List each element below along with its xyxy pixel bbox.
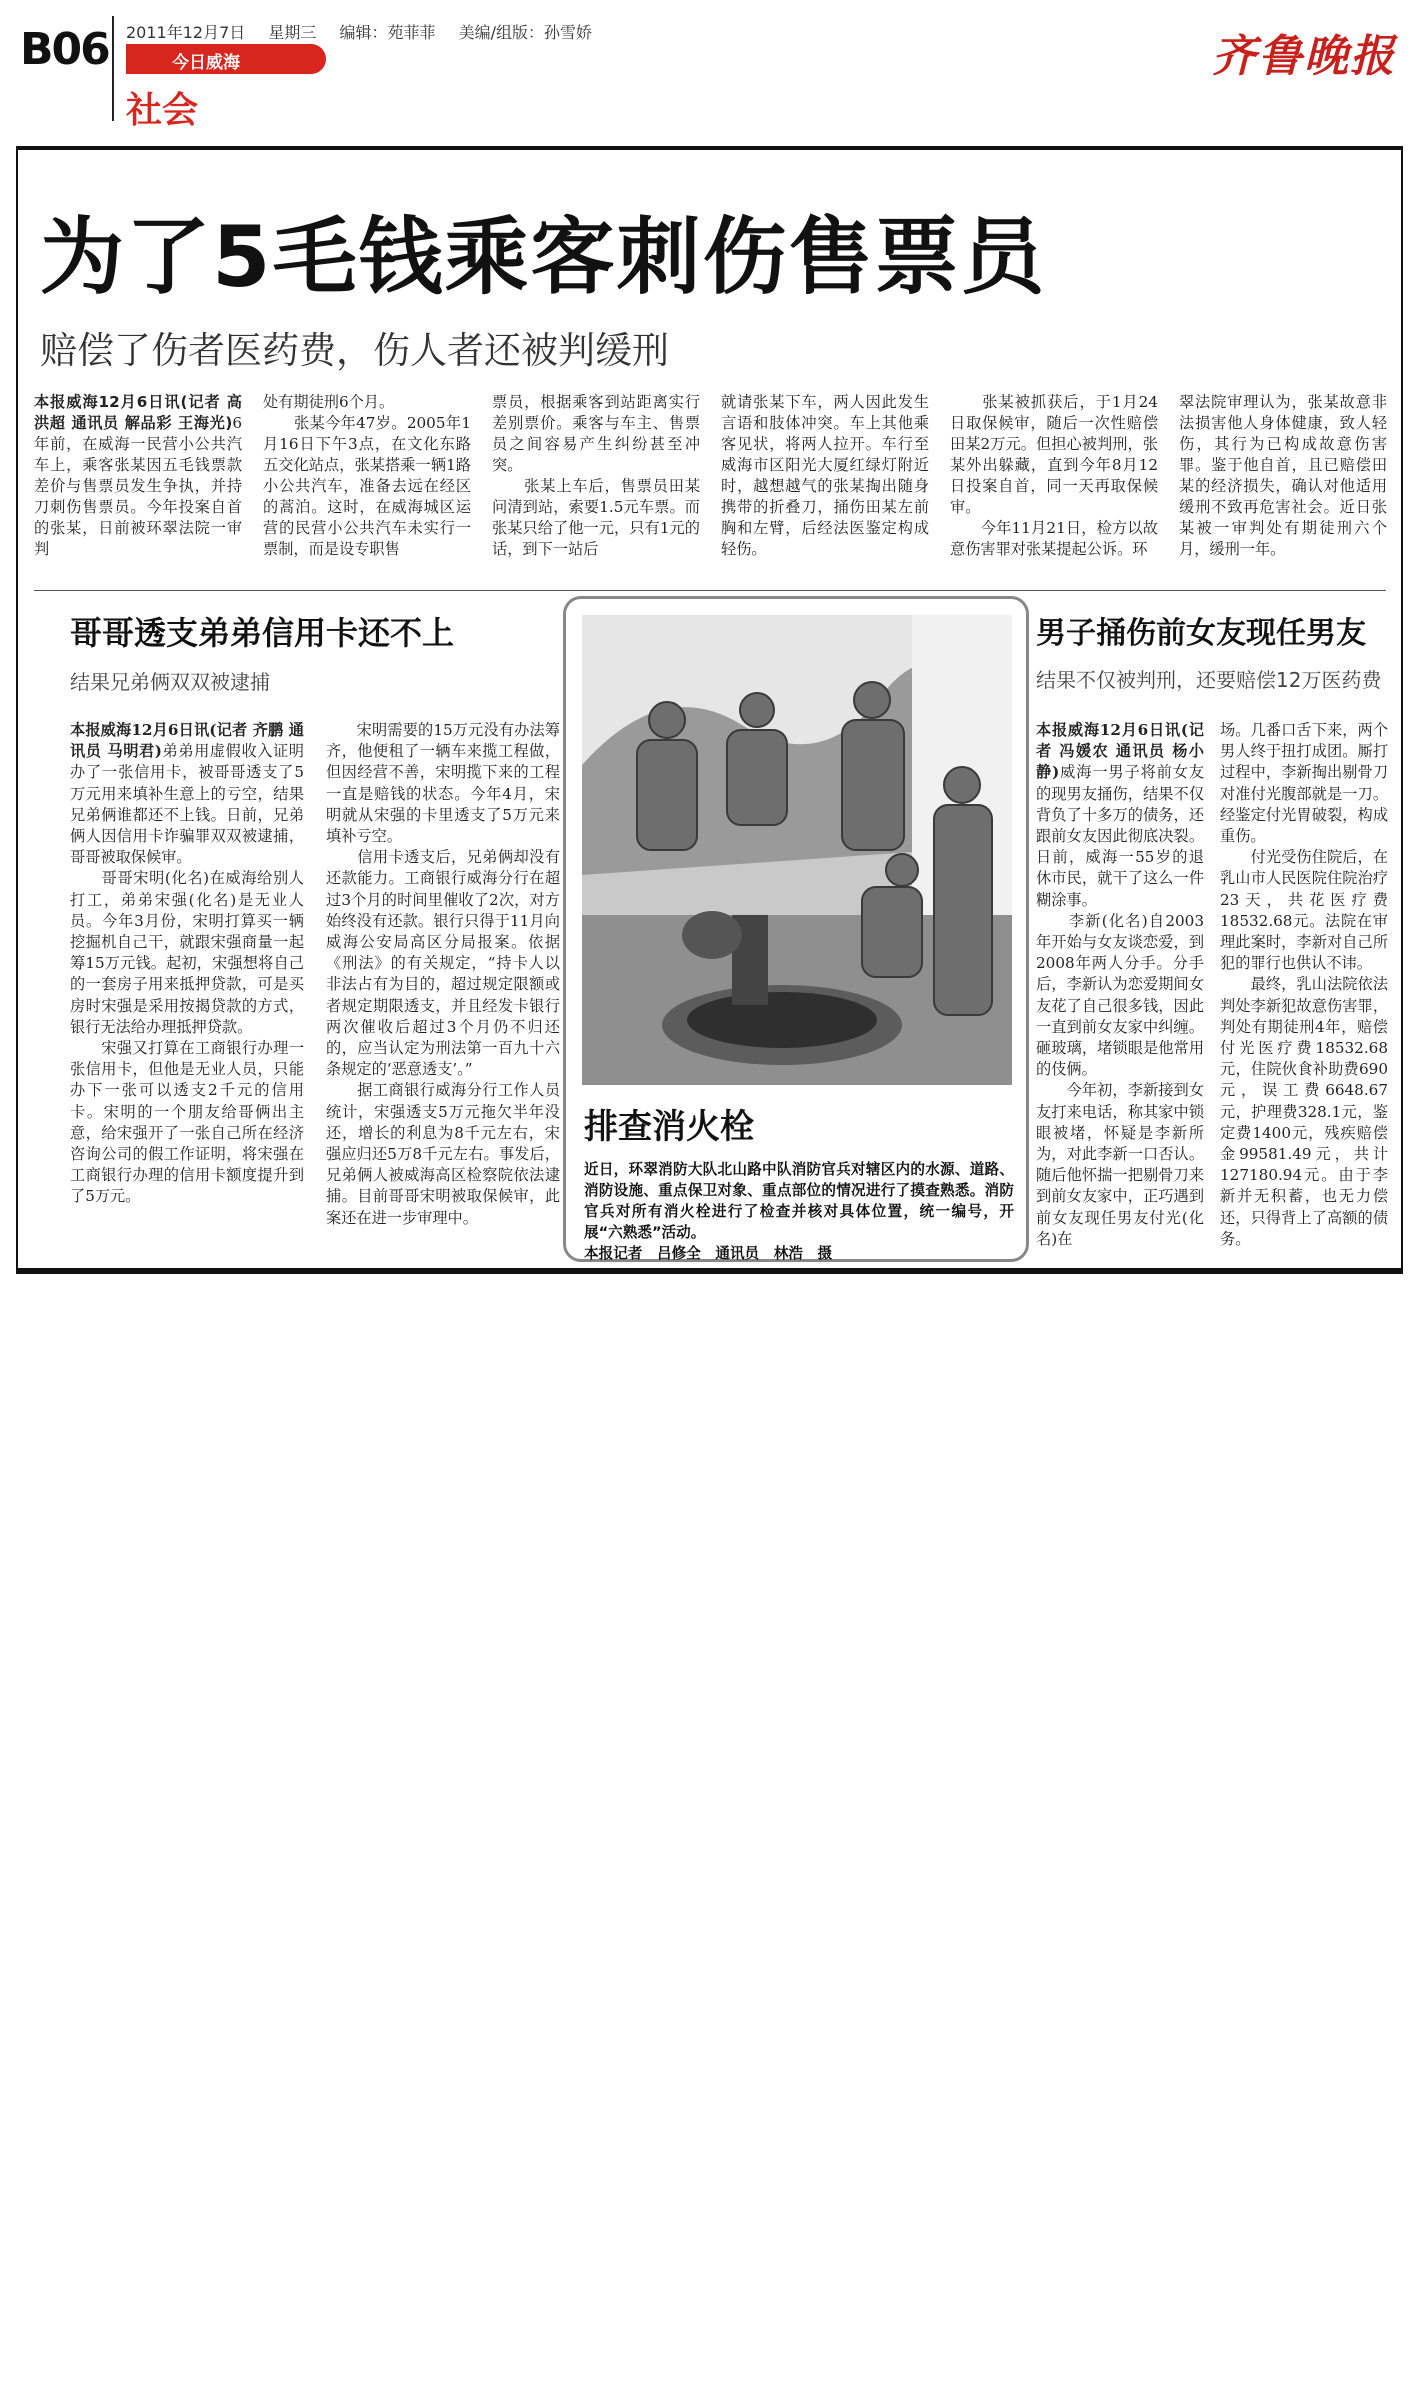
- issue-date: 2011年12月7日: [126, 23, 246, 42]
- left-story-column-2: 宋明需要的15万元没有办法筹齐，他便租了一辆车来揽工程做，但因经营不善，宋明揽下来的工程一直是赔钱的状态。今年4月，宋明就从宋强的卡里透支了5万元来填补亏空。 信用卡透支后，兄弟俩却没有还款能力。工商银行威海分行在超过3个月的时间里催收了2次，对方始终没有还款。银行只得于11月向威海公安局高区分局报案。依据《刑法》的有关规定，“持卡人以非法占有为目的，超过规定限额或者规定期限透支，并且经发卡银行两次催收后超过3个月仍不归还的，应当认定为刑法第一百九十六条规定的‘恶意透支’。” 据工商银行威海分行工作人员统计，宋强透支5万元拖欠半年没还，增长的利息为8千元左右，宋强应归还5万8千元左右。事发后，兄弟俩人被威海高区检察院依法逮捕。目前哥哥宋明被取保候审，此案还在进一步审理中。: [326, 721, 560, 1227]
- lead-byline: 本报威海12月6日讯(记者 高洪超 通讯员 解品彩 王海光): [34, 393, 242, 432]
- lead-story-body: [34, 392, 1386, 582]
- masthead-divider: [112, 16, 114, 121]
- page-masthead: [14, 10, 1404, 130]
- left-story-headline: 哥哥透支弟弟信用卡还不上: [70, 614, 455, 652]
- lead-headline: 为了5毛钱乘客刺伤售票员: [40, 208, 1047, 306]
- firefighters-photo-illustration: [582, 615, 1012, 1085]
- right-story-headline: 男子捅伤前女友现任男友: [1036, 616, 1366, 651]
- right-story-column-2: 场。几番口舌下来，两个男人终于扭打成团。厮打过程中，李新掏出剔骨刀对准付光腹部就是一刀。经鉴定付光胃破裂，构成重伤。 付光受伤住院后，在乳山市人民医院住院治疗23天，共花医疗费18532.68元。法院在审理此案时，李新对自己所犯的罪行也供认不讳。 最终，乳山法院依法判处李新犯故意伤害罪，判处有期徒刑4年，赔偿付光医疗费18532.68元，住院伙食补助费690元，误工费6648.67元，护理费328.1元，鉴定费1400元，残疾赔偿金99581.49元，共计127180.94元。由于李新并无积蓄，也无力偿还，只得背上了高额的债务。: [1220, 721, 1388, 1248]
- photo-feature-box: [563, 596, 1029, 1262]
- left-story-subheadline: 结果兄弟俩双双被逮捕: [70, 670, 270, 694]
- right-story-text-1: 威海一男子将前女友的现男友捅伤，结果不仅背负了十多万的债务，还跟前女友因此彻底决裂。日前，威海一55岁的退休市民，就干了这么一件糊涂事。 李新(化名)自2003年开始与女友谈恋爱，到2008年两人分手。分手后，李新认为恋爱期间女友花了自己很多钱，因此一直到前女友家中纠缠。砸玻璃，堵锁眼是他常用的伎俩。 今年初，李新接到女友打来电话，称其家中锁眼被堵，怀疑是李新所为，对此李新一口否认。随后他怀揣一把剔骨刀来到前女友家中，正巧遇到前女友现任男友付光(化名)在: [1036, 763, 1205, 1248]
- section-divider: [34, 590, 1386, 591]
- section-badge: 今日威海: [126, 44, 326, 74]
- lead-column-5: 张某被抓获后，于1月24日取保候审，随后一次性赔偿田某2万元。但担心被判刑，张某外出躲藏，直到今年8月12日投案自首，同一天再取保候审。 今年11月21日，检方以故意伤害罪对张某提起公诉。环: [950, 393, 1158, 558]
- left-story-column-1: [70, 720, 304, 1208]
- lead-column-text: 6年前，在威海一民营小公共汽车上，乘客张某因五毛钱票款差价与售票员发生争执，并持刀刺伤售票员。今年投案自首的张某，日前被环翠法院一审判: [34, 414, 242, 558]
- left-story: [70, 608, 562, 1408]
- designer-credit: 美编/组版：孙雪娇: [458, 23, 592, 42]
- lead-column-3: 票员，根据乘客到站距离实行差别票价。乘客与车主、售票员之间容易产生纠纷甚至冲突。 张某上车后，售票员田某问清到站，索要1.5元车票。而张某只给了他一元，只有1元的话，到下一站后: [492, 393, 700, 558]
- lead-column-1: [34, 392, 242, 582]
- issue-weekday: 星期三: [268, 23, 317, 42]
- lead-column-6: 翠法院审理认为，张某故意非法损害他人身体健康，致人轻伤，其行为已构成故意伤害罪。鉴于他自首，且已赔偿田某的经济损失，确认对他适用缓刑不致再危害社会。近日张某被一审判处有期徒刑六个月，缓刑一年。: [1179, 393, 1387, 558]
- lead-column-4: 就请张某下车，两人因此发生言语和肢体冲突。车上其他乘客见状，将两人拉开。车行至威海市区阳光大厦红绿灯附近时，越想越气的张某掏出随身携带的折叠刀，捅伤田某左前胸和左臂，后经法医鉴定构成轻伤。: [721, 393, 929, 558]
- right-story-subheadline: 结果不仅被判刑，还要赔偿12万医药费: [1036, 668, 1382, 692]
- issue-meta: [126, 20, 610, 43]
- newspaper-logo: 齐鲁晚报: [1212, 31, 1396, 82]
- photo-credit: 本报记者 吕修全 通讯员 林浩 摄: [584, 1245, 833, 1262]
- photo-caption-text: 近日，环翠消防大队北山路中队消防官兵对辖区内的水源、道路、消防设施、重点保卫对象、重点部位的情况进行了摸查熟悉。消防官兵对所有消火栓进行了检查并核对具体位置，统一编号，开展“六熟悉”活动。: [584, 1161, 1014, 1241]
- photo-title: 排查消火栓: [584, 1107, 754, 1147]
- right-story-byline: 本报威海12月6日讯(记者 冯媛农 通讯员 杨小静): [1036, 721, 1204, 782]
- lead-column-2: 处有期徒刑6个月。 张某今年47岁。2005年1月16日下午3点，在文化东路五交化站点，张某搭乘一辆1路小公共汽车，准备去远在经区的蒿泊。这时，在威海城区运营的民营小公共汽车未实行一票制，而是设专职售: [263, 393, 471, 558]
- lead-subheadline: 赔偿了伤者医药费，伤人者还被判缓刑: [40, 329, 669, 372]
- right-story: [1036, 608, 1388, 1408]
- photo-caption: [584, 1159, 1014, 1264]
- left-story-text-1: 弟弟用虚假收入证明办了一张信用卡，被哥哥透支了5万元用来填补生意上的亏空，结果兄弟俩谁都还不上钱。日前，兄弟俩人因信用卡诈骗罪双双被逮捕，哥哥被取保候审。 哥哥宋明(化名)在威海给别人打工，弟弟宋强(化名)是无业人员。今年3月份，宋明打算买一辆挖掘机自己干，就跟宋强商量一起筹15万元钱。起初，宋强想将自己的一套房子用来抵押贷款，可是买房时宋强是采用按揭贷款的方式，银行无法给办理抵押贷款。 宋强又打算在工商银行办理一张信用卡，但他是无业人员，只能办下一张可以透支2千元的信用卡。宋明的一个朋友给哥俩出主意，给宋强开了一张自己所在经济咨询公司的假工作证明，将宋强在工商银行办理的信用卡额度提升到了5万元。: [70, 742, 304, 1206]
- page-content-frame: [16, 146, 1403, 1274]
- page-number: B06: [20, 24, 109, 75]
- section-name: 社会: [126, 90, 199, 131]
- left-story-byline: 本报威海12月6日讯(记者 齐鹏 通讯员 马明君): [70, 721, 304, 761]
- news-photo: [582, 615, 1012, 1085]
- editor-credit: 编辑：苑菲菲: [339, 23, 436, 42]
- right-story-column-1: [1036, 720, 1204, 1250]
